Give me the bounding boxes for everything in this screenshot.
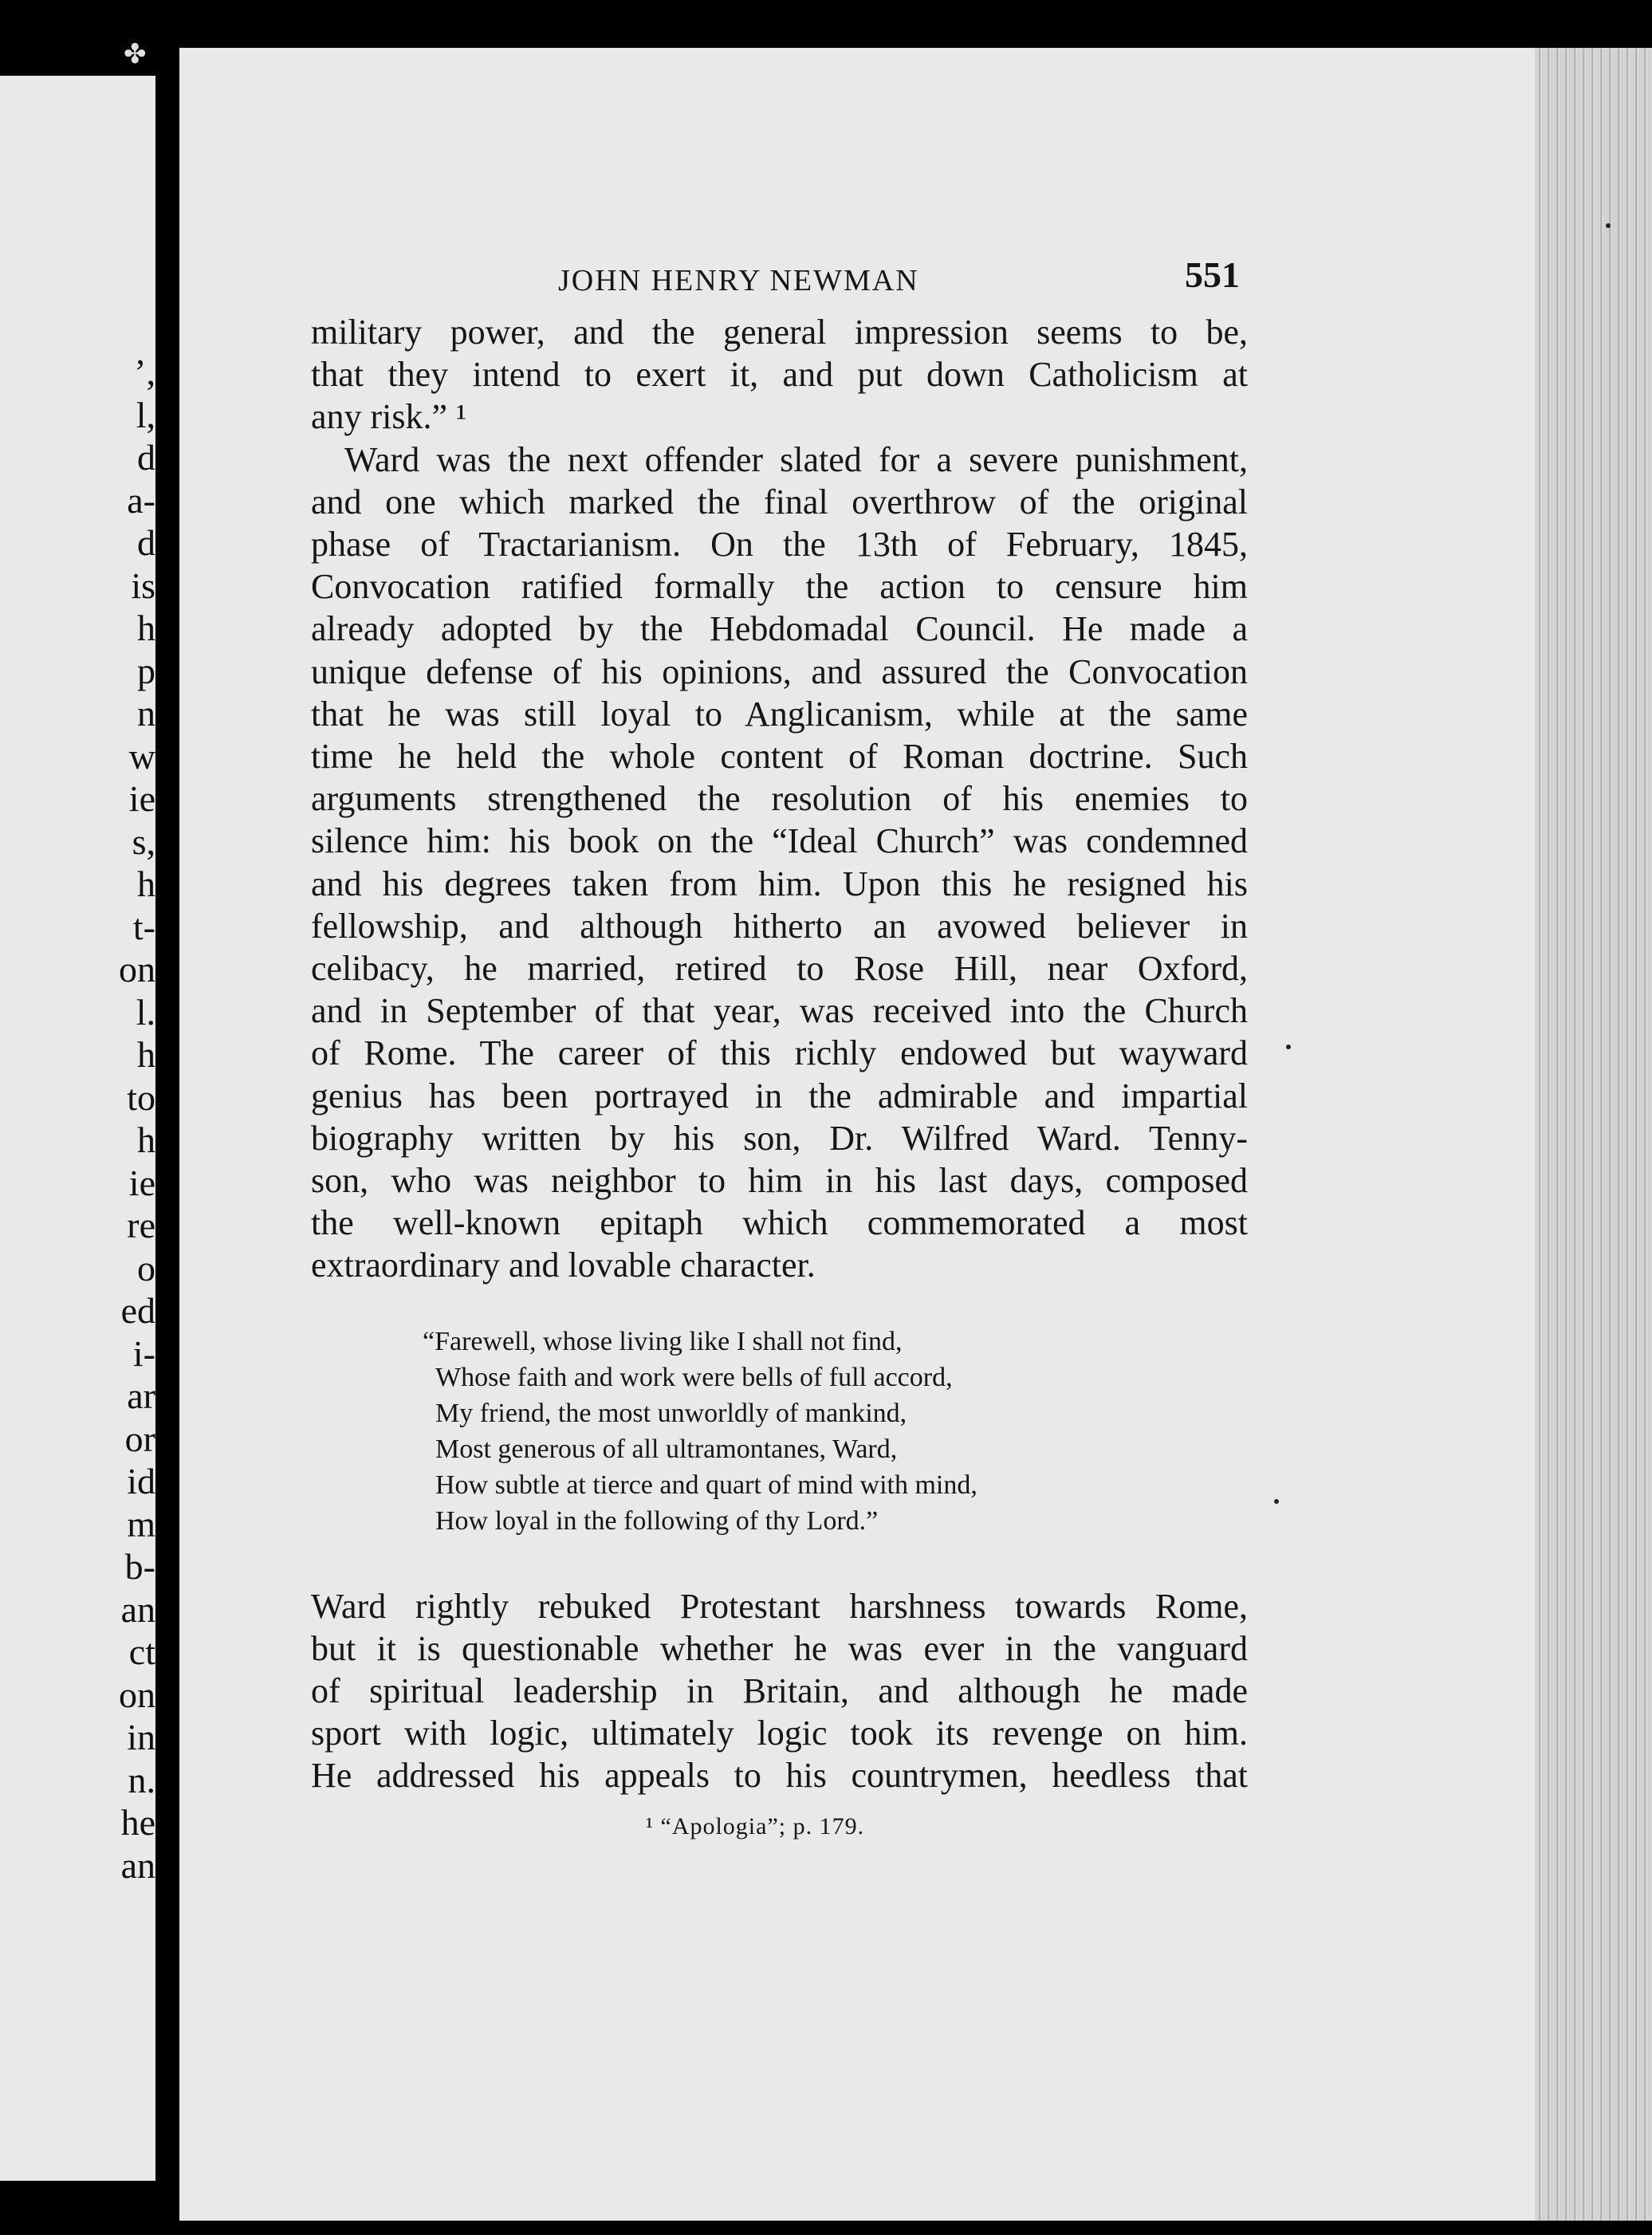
left-edge-fragment: ar [127, 1375, 155, 1416]
running-head-title: JOHN HENRY NEWMAN [558, 264, 919, 297]
verse-line: My friend, the most unworldly of mankind, [435, 1398, 907, 1428]
left-edge-fragment: on [119, 1674, 155, 1715]
left-edge-fragment: l, [136, 394, 155, 435]
page-number: 551 [1185, 254, 1240, 295]
left-edge-fragment: h [137, 1034, 155, 1075]
text-line: military power, and the general impression seems to be, [311, 313, 1248, 352]
text-line: silence him: his book on the “Ideal Church” was condemned [311, 821, 1248, 861]
left-edge-fragment: re [127, 1205, 155, 1245]
left-edge-fragment: to [127, 1076, 155, 1118]
text-line: phase of Tractarianism. On the 13th of February, 1845, [311, 525, 1248, 565]
left-edge-fragment: or [124, 1418, 155, 1459]
left-edge-fragment: ct [128, 1631, 155, 1672]
text-line: already adopted by the Hebdomadal Council. He made a [311, 609, 1248, 649]
text-line: arguments strengthened the resolution of his enemies to [311, 779, 1248, 819]
paragraph-1 [311, 311, 1248, 1287]
text-line: unique defense of his opinions, and assured the Convocation [311, 651, 1248, 691]
left-edge-fragment: p [137, 650, 155, 691]
left-edge-fragment: t- [132, 906, 155, 947]
left-edge-fragment: h [137, 1119, 155, 1160]
left-edge-fragment: on [119, 949, 155, 990]
left-edge-fragment: in [127, 1717, 155, 1757]
text-line: celibacy, he married, retired to Rose Hill, near Oxford, [311, 949, 1248, 989]
left-edge-fragment: o [137, 1247, 155, 1289]
page-text-block [311, 254, 1248, 1840]
text-line: Ward was the next offender slated for a severe punishment, [344, 439, 1248, 479]
epitaph-verse [423, 1324, 1248, 1539]
text-line: genius has been portrayed in the admirable and impartial [311, 1076, 1248, 1116]
left-edge-fragment: n [137, 693, 155, 734]
left-facing-page [0, 76, 155, 2181]
text-line: extraordinary and lovable character. [311, 1245, 816, 1285]
left-edge-fragment: ’, [134, 352, 155, 392]
scan-speck [1606, 223, 1611, 228]
text-line: fellowship, and although hitherto an avowed believer in [311, 906, 1248, 946]
book-gutter [155, 76, 179, 2181]
left-edge-fragment: id [127, 1461, 155, 1501]
verse-line: “Farewell, whose living like I shall not find, [423, 1326, 903, 1356]
text-line: and his degrees taken from him. Upon this he resigned his [311, 864, 1248, 903]
left-edge-fragment: n. [128, 1759, 155, 1800]
running-head [311, 254, 1248, 301]
scan-speck [1286, 1045, 1291, 1049]
left-edge-fragment: s, [132, 820, 155, 862]
left-edge-fragment: ie [128, 778, 155, 819]
left-edge-fragment: h [137, 608, 155, 648]
left-edge-fragment: l. [136, 991, 155, 1033]
left-edge-fragment: i- [132, 1332, 155, 1374]
text-line: son, who was neighbor to him in his last days, composed [311, 1161, 1248, 1201]
verse-line: How subtle at tierce and quart of mind with mind, [435, 1470, 977, 1500]
text-line: the well-known epitaph which commemorated a most [311, 1203, 1248, 1243]
footnote: ¹ “Apologia”; p. 179. [646, 1812, 865, 1840]
scan-corner-mark: ✤ [124, 40, 147, 69]
left-edge-fragment: a- [127, 479, 155, 521]
text-line: and one which marked the final overthrow of the original [311, 482, 1248, 521]
paragraph-3 [311, 1585, 1248, 1797]
text-line: sport with logic, ultimately logic took its revenge on him. [311, 1714, 1248, 1753]
verse-line: Most generous of all ultramontanes, Ward, [435, 1434, 898, 1464]
verse-line: Whose faith and work were bells of full accord, [435, 1362, 953, 1392]
text-line: any risk.” ¹ [311, 397, 467, 437]
text-line: Convocation ratified formally the action to censure him [311, 567, 1248, 607]
left-edge-fragment: m [127, 1503, 155, 1544]
left-edge-fragment: an [120, 1588, 155, 1630]
text-line: of Rome. The career of this richly endowed but wayward [311, 1033, 1248, 1073]
left-edge-fragment: is [131, 565, 155, 606]
left-page-edge-text [108, 351, 155, 1887]
left-edge-fragment: w [128, 735, 155, 777]
left-edge-fragment: ie [128, 1162, 155, 1203]
left-edge-fragment: h [137, 864, 155, 904]
text-line: that they intend to exert it, and put down Catholicism at [311, 355, 1248, 395]
verse-line: How loyal in the following of thy Lord.” [435, 1505, 879, 1536]
left-edge-fragment: d [137, 437, 155, 478]
left-edge-fragment: b- [124, 1546, 155, 1587]
text-line: He addressed his appeals to his countrymen, heedless that [311, 1756, 1248, 1796]
page-edge-stack [1535, 48, 1652, 2221]
text-line: but it is questionable whether he was ever in the vanguard [311, 1628, 1248, 1668]
text-line: and in September of that year, was received into the Church [311, 991, 1248, 1031]
text-line: Ward rightly rebuked Protestant harshness towards Rome, [311, 1586, 1248, 1626]
text-line: that he was still loyal to Anglicanism, while at the same [311, 694, 1248, 734]
text-line: biography written by his son, Dr. Wilfred Ward. Tenny- [311, 1118, 1248, 1158]
text-line: of spiritual leadership in Britain, and although he made [311, 1671, 1248, 1711]
left-edge-fragment: an [120, 1844, 155, 1886]
left-edge-fragment: d [137, 522, 155, 563]
scan-speck [1274, 1499, 1279, 1504]
left-edge-fragment: he [120, 1802, 155, 1843]
text-line: time he held the whole content of Roman doctrine. Such [311, 737, 1248, 777]
left-edge-fragment: ed [120, 1290, 155, 1331]
